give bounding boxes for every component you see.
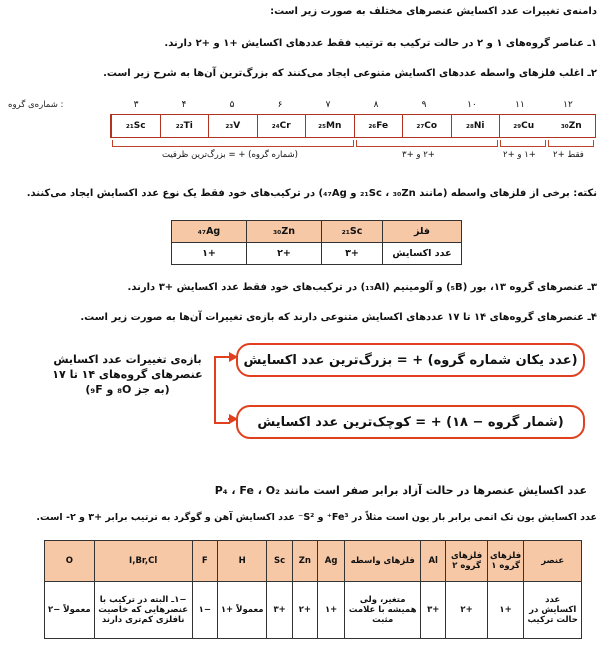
table-cell: معمولاً +۱ (217, 582, 267, 639)
table-header-cell: H (217, 541, 267, 582)
table-header-cell: فلزهای واسطه (345, 541, 421, 582)
brace-label-sc-mn: (شماره گروه) + = بزرگ‌ترین ظرفیت (162, 150, 298, 160)
element-cell: ₂₆Fe (354, 115, 403, 137)
range-note-line: (به جز ₈O و ₉F) (85, 383, 170, 396)
group-number: ۶ (277, 100, 283, 110)
brace-label-fe-ni: +۲ و +۳ (402, 150, 435, 160)
table-header-cell: Zn (292, 541, 317, 582)
element-cell: ₂₄Cr (257, 115, 306, 137)
range-bracket (214, 356, 230, 424)
table-cell: +۲ (247, 243, 322, 265)
table-header-cell: F (192, 541, 217, 582)
table-header-cell: ₂₁Sc (322, 221, 383, 243)
group-numbers (112, 100, 592, 112)
element-cell: ₂₁Sc (111, 115, 160, 137)
range-note (30, 352, 225, 397)
element-cell: ₃₀Zn (560, 121, 582, 131)
group-number: ۵ (229, 100, 235, 110)
table-header-cell: فلز (383, 221, 462, 243)
table-cell: +۲ (446, 582, 487, 639)
note-text: نکته: برخی از فلزهای واسطه (مانند ₂₁Sc ، ₃₀Zn و ₄₇Ag) در ترکیب‌های خود فقط یک نوع عدد اکسایش ایجاد می‌کنند. (26, 188, 597, 199)
intro-text: دامنه‌ی تغییرات عدد اکسایش عنصرهای مختلف به صورت زیر است: (270, 6, 597, 17)
table-header-cell: فلزهای گروه ۲ (446, 541, 487, 582)
ion-text: عدد اکسایش یون تک اتمی برابر بار یون است مثلاً در Fe³⁺ و S²⁻ عدد اکسایش آهن و گوگرد به ترتیب برابر +۳ و ۲- است. (36, 512, 597, 523)
table-cell: +۳ (421, 582, 446, 639)
table-header-cell: Sc (267, 541, 292, 582)
brace-label-cu: +۱ و +۲ (503, 150, 536, 160)
element-cell: ₂₃V (208, 115, 257, 137)
arrow-icon (228, 356, 236, 358)
table-header-cell: O (45, 541, 95, 582)
table-header-cell: ₃₀Zn (247, 221, 322, 243)
table-cell: +۱ (172, 243, 247, 265)
group-number: ۴ (181, 100, 187, 110)
oxidation-summary-table (44, 540, 582, 639)
item-2: ۲ـ اغلب فلزهای واسطه عددهای اکسایش متنوعی ایجاد می‌کنند که بزرگ‌ترین آن‌ها به شرح زیر است. (103, 68, 597, 79)
brace-zn (548, 140, 594, 147)
table-cell: معمولاً −۲ (45, 582, 95, 639)
table-cell: +۳ (267, 582, 292, 639)
arrow-icon (228, 418, 236, 420)
element-cell: ₂₉Cu (499, 115, 548, 137)
brace-cu (500, 140, 546, 147)
element-cell: ₂₇Co (402, 115, 451, 137)
item-4: ۴ـ عنصرهای گروه‌های ۱۴ تا ۱۷ عددهای اکسایش متنوعی دارند که بازه‌ی تغییرات آن‌ها به صورت زیر است. (80, 312, 597, 323)
table-cell: متغیر، ولی همیشه با علامت مثبت (345, 582, 421, 639)
group-number: ۱۱ (515, 100, 525, 110)
range-note-line: بازه‌ی تغییرات عدد اکسایش (53, 353, 202, 366)
max-oxidation-box: (عدد یکان شماره گروه) + = بزرگ‌ترین عدد اکسایش (236, 343, 585, 377)
group-number: ۸ (373, 100, 379, 110)
table-cell: +۲ (292, 582, 317, 639)
group-number: ۱۲ (563, 100, 573, 110)
table-header-cell: ₄₇Ag (172, 221, 247, 243)
group-number-label: : شماره‌ی گروه (8, 100, 64, 110)
table-cell: +۳ (322, 243, 383, 265)
free-state-text: عدد اکسایش عنصرها در حالت آزاد برابر صفر است مانند P₄ ، Fe ، O₂ (214, 484, 587, 497)
element-cell: ₂₂Ti (160, 115, 209, 137)
brace-fe-ni (356, 140, 498, 147)
table-cell: −۱ (192, 582, 217, 639)
table-header-cell: Al (421, 541, 446, 582)
min-oxidation-box: (شمار گروه − ۱۸) + = کوچک‌ترین عدد اکسایش (236, 405, 585, 439)
brace-sc-mn (112, 140, 354, 147)
table-header-cell: Ag (318, 541, 345, 582)
table-header-cell: فلزهای گروه ۱ (487, 541, 524, 582)
group-number: ۳ (133, 100, 139, 110)
single-oxidation-table (171, 220, 462, 265)
element-cell: ₂₅Mn (305, 115, 354, 137)
table-cell: عدد اکسایش (383, 243, 462, 265)
element-cell: ₂₈Ni (451, 115, 500, 137)
table-cell: +۱ (487, 582, 524, 639)
item-3: ۳ـ عنصرهای گروه ۱۳، بور (₅B) و آلومینیم (₁₃Al) در ترکیب‌های خود فقط عدد اکسایش +۳ دارند. (127, 282, 597, 293)
table-header-cell: I,Br,Cl (94, 541, 192, 582)
group-number: ۹ (421, 100, 427, 110)
group-number: ۱۰ (467, 100, 477, 110)
item-1: ۱ـ عناصر گروه‌های ۱ و ۲ در حالت ترکیب به ترتیب فقط عددهای اکسایش +۱ و +۲ دارند. (164, 38, 597, 49)
table-cell: عدد اکسایش در حالت ترکیب (524, 582, 582, 639)
range-note-line: عنصرهای گروه‌های ۱۴ تا ۱۷ (52, 368, 203, 381)
table-header-cell: عنصر (524, 541, 582, 582)
table-cell: −۱ـ البته در ترکیب با عنصرهایی که خاصیت نافلزی کم‌تری دارند (94, 582, 192, 639)
group-number: ۷ (325, 100, 331, 110)
brace-label-zn: فقط +۲ (553, 150, 584, 160)
transition-element-strip (110, 114, 596, 138)
table-cell: +۱ (318, 582, 345, 639)
